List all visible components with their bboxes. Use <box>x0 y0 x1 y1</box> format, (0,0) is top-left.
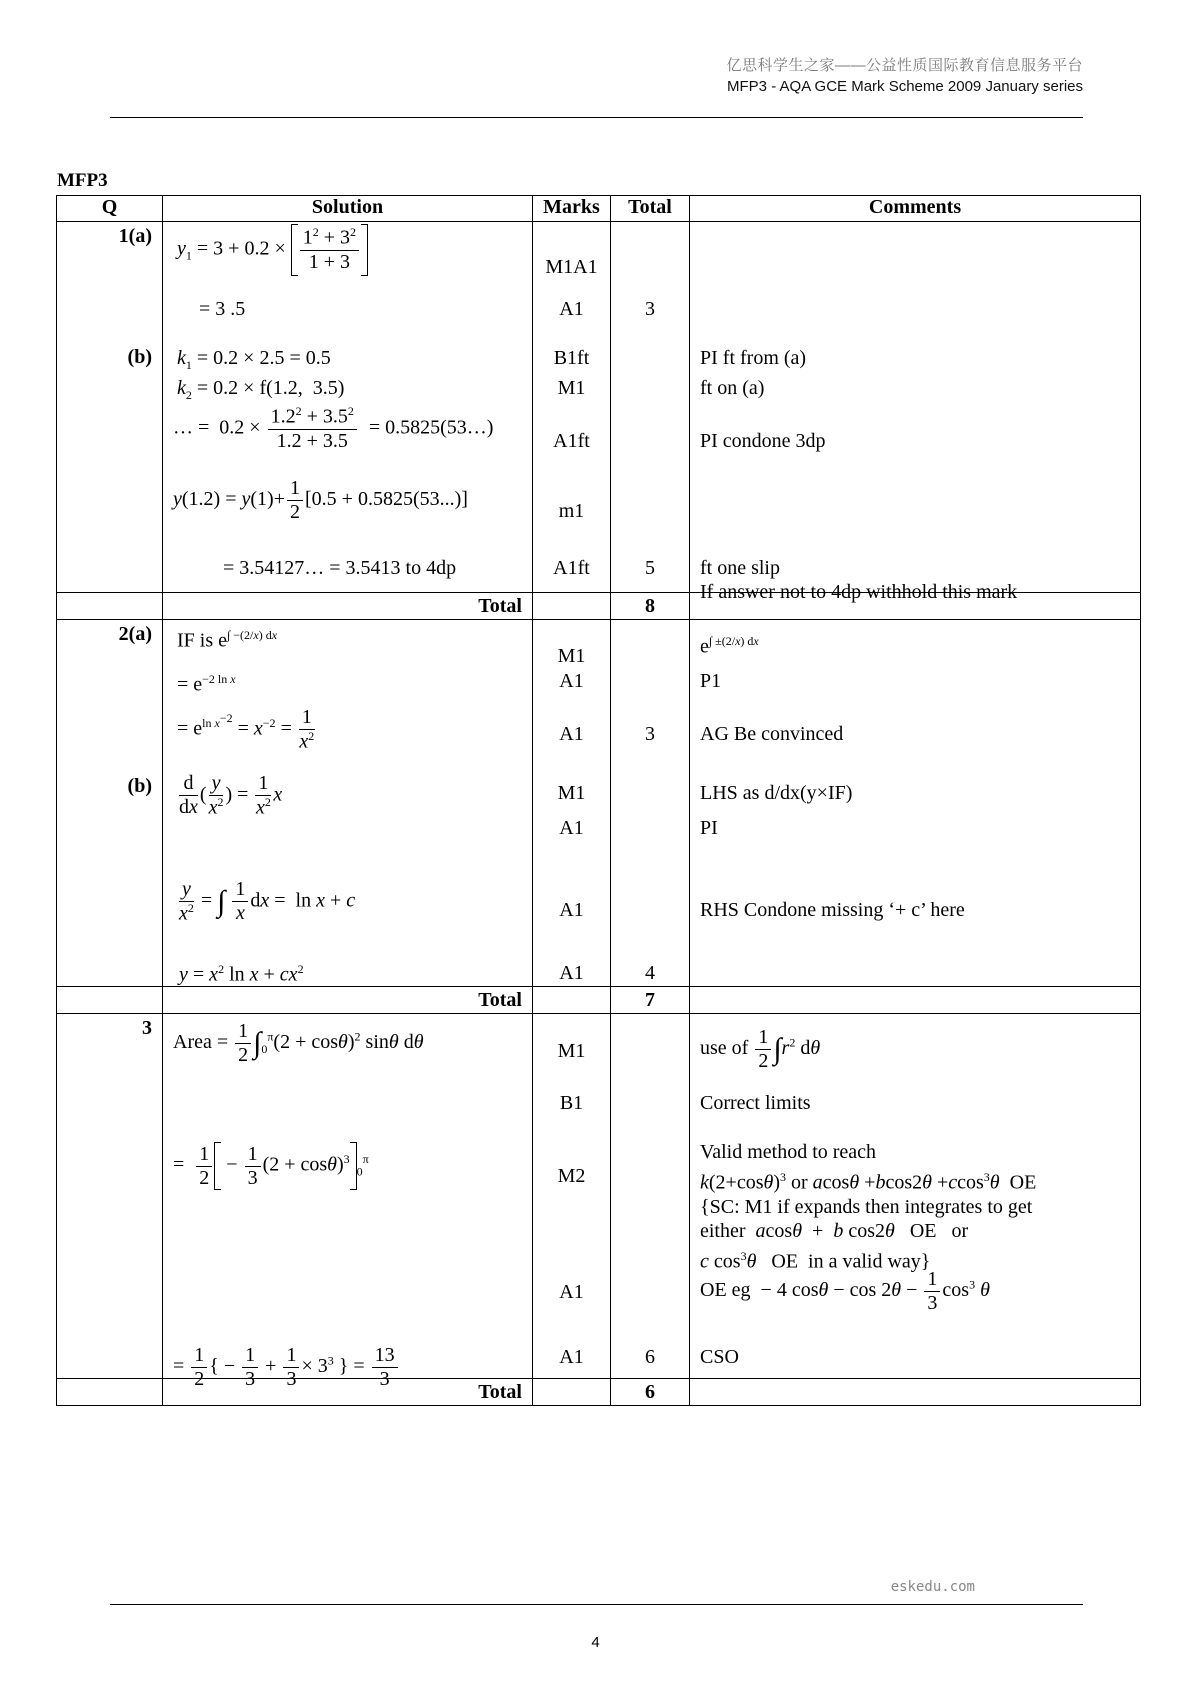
q2b-total: 4 <box>645 962 655 984</box>
q1a-result: = 3 .5 <box>199 298 246 320</box>
q2b-marks-2: A1 <box>559 817 584 839</box>
q1b-marks-1: B1ft <box>553 347 590 369</box>
table-row-q2 <box>57 620 1141 987</box>
q3-marks-3: M2 <box>557 1165 586 1187</box>
q1a-marks-2: A1 <box>559 298 584 320</box>
q1a-total: 3 <box>645 298 655 320</box>
col-q: Q <box>57 196 163 222</box>
q3-comment-2: Correct limits <box>700 1092 811 1114</box>
q2a-comment-if: $e^{\int \pm(2/x) dx}$ <box>700 634 759 658</box>
col-comments: Comments <box>690 196 1141 222</box>
q3-label: 3 <box>142 1017 152 1039</box>
q1b-k1: $k_1 = 0.2 \times 2.5 = 0.5$ <box>177 347 331 372</box>
q2a-step2: = $e^{-2 ln x}$ <box>177 672 236 696</box>
q1b-marks-2: M1 <box>557 377 586 399</box>
header-rule <box>110 117 1083 118</box>
table-row-q3 <box>57 1014 1141 1379</box>
q1b-comment-2: ft on (a) <box>700 377 765 399</box>
q2b-marks-4: A1 <box>559 962 584 984</box>
q3-marks-2: B1 <box>559 1092 584 1114</box>
q3-total-value: 6 <box>611 1379 690 1406</box>
q2b-diff: $\frac{d}{dx}$ ( $\frac{y}{x^2}$ ) = $\frac{1}{x^2}$ x <box>179 772 283 819</box>
q2a-step3: = $e^{ln x^{-2}} = x^{-2}$ = $\frac{1}{x^2}$ <box>177 706 315 753</box>
q3-row-total: 6 <box>645 1346 655 1368</box>
q2b-integrate: $\frac{y}{x^2}$ = ∫ $\frac{1}{x}$ dx = ln x + c <box>179 878 356 925</box>
q3-final: = $\frac{1}{2}$ { − $\frac{1}{3}$ + $\frac{1}{3}$ × $3^3$ } = $\frac{13}{3}$ <box>173 1344 400 1391</box>
q1b-k2-value: … = 0.2 × $\frac{1.2^2 + 3.5^2}{1.2 + 3.5}$ = 0.5825(53…) <box>173 404 494 452</box>
q3-comment-1: use of $\frac{1}{2}$ $\int r^2$ dθ <box>700 1026 821 1072</box>
mark-scheme-table <box>56 195 1141 1406</box>
table-header-row <box>57 196 1141 222</box>
table-row-q2-total <box>57 987 1141 1014</box>
q2b-comment-3: RHS Condone missing ‘+ c’ here <box>700 899 965 921</box>
q1b-final: = 3.54127… = 3.5413 to 4dp <box>223 557 457 579</box>
q3-marks-4: A1 <box>559 1281 584 1303</box>
q1b-marks-5: A1ft <box>553 557 590 579</box>
q1-total-label: Total <box>163 593 533 620</box>
q1-total-value: 8 <box>611 593 690 620</box>
q1b-k2: $k_2 = 0.2 \times f(1.2$, 3.5) <box>177 377 345 402</box>
q3-area: Area = $\frac{1}{2}$ $\int_0^\pi(2 + \cos\theta)^2$ sinθ dθ <box>173 1020 424 1066</box>
q3-total-label: Total <box>163 1379 533 1406</box>
q3-marks-1: M1 <box>557 1040 586 1062</box>
q2a-total: 3 <box>645 723 655 745</box>
table-row-q1 <box>57 222 1141 593</box>
q1a-marks-1: M1A1 <box>545 256 598 278</box>
q2b-final: $y = x^2$ $\ln x + cx^2$ <box>179 962 304 986</box>
q1a-label: 1(a) <box>118 225 152 247</box>
q2b-label: (b) <box>127 775 152 797</box>
q1b-y-formula: y(1.2) = y(1)+ $\frac{1}{2}$ [0.5 + 0.5825(53...)] <box>173 477 468 523</box>
q2b-marks-1: M1 <box>557 782 586 804</box>
q2a-marks-3: A1 <box>559 723 584 745</box>
col-total: Total <box>611 196 690 222</box>
q3-comment-4: OE eg − 4 cosθ − cos 2θ − $\frac{1}{3}$ $\cos^3 \theta$ <box>700 1268 990 1314</box>
q1b-marks-3: A1ft <box>553 430 590 452</box>
q1b-comment-5: If answer not to 4dp withhold this mark <box>700 581 1018 603</box>
q2-solution <box>163 620 533 987</box>
q1b-comment-3: PI condone 3dp <box>700 430 826 452</box>
col-marks: Marks <box>533 196 611 222</box>
q3-solution <box>163 1014 533 1390</box>
q2b-comment-1: LHS as d/dx(y×IF) <box>700 782 853 804</box>
q2a-comment-1: P1 <box>700 670 722 692</box>
q2-total-value: 7 <box>611 987 690 1014</box>
footer-rule <box>110 1604 1083 1605</box>
q2a-if: IF is $e^{\int -(2/x) dx}$ <box>177 628 278 652</box>
q2a-marks-1: M1 <box>557 645 586 667</box>
q1-solution <box>163 222 533 593</box>
q3-comment-5: CSO <box>700 1346 739 1368</box>
q2a-comment-2: AG Be convinced <box>700 723 844 745</box>
q1b-label: (b) <box>127 346 152 368</box>
q3-integrated: = $\frac{1}{2}$ − $\frac{1}{3}$ $(2 + \cos\theta)^3_0^\pi$ <box>173 1142 369 1189</box>
q1b-comment-1: PI ft from (a) <box>700 347 807 369</box>
col-solution: Solution <box>163 196 533 222</box>
q2b-marks-3: A1 <box>559 899 584 921</box>
q2b-comment-2: PI <box>700 817 718 839</box>
q1b-marks-4: m1 <box>558 500 585 522</box>
header-platform-name: 亿思科学生之家——公益性质国际教育信息服务平台 <box>726 57 1083 74</box>
header-document-title: MFP3 - AQA GCE Mark Scheme 2009 January series <box>727 78 1083 95</box>
q1b-total: 5 <box>645 557 655 579</box>
q2a-label: 2(a) <box>118 623 152 645</box>
q3-comment-3: Valid method to reach $k(2+\cos\theta)^3$ or acosθ +bcos2θ +ccos$^3$θ OE {SC: M1 if expands then integrates to get either acosθ + b cos2θ OE or c $\cos^3\theta$ OE in a valid way} <box>700 1141 1037 1273</box>
q2a-marks-2: A1 <box>559 670 584 692</box>
q1b-comment-4: ft one slip <box>700 557 780 579</box>
q2-total-label: Total <box>163 987 533 1014</box>
section-title: MFP3 <box>57 170 108 191</box>
footer-site: eskedu.com <box>890 1579 975 1595</box>
q3-marks-5: A1 <box>559 1346 584 1368</box>
page-number: 4 <box>591 1634 600 1651</box>
q1a-equation: $y_1 = 3 + 0.2$ × $\frac{1^2 + 3^2}{1 + 3}$ <box>177 224 368 276</box>
